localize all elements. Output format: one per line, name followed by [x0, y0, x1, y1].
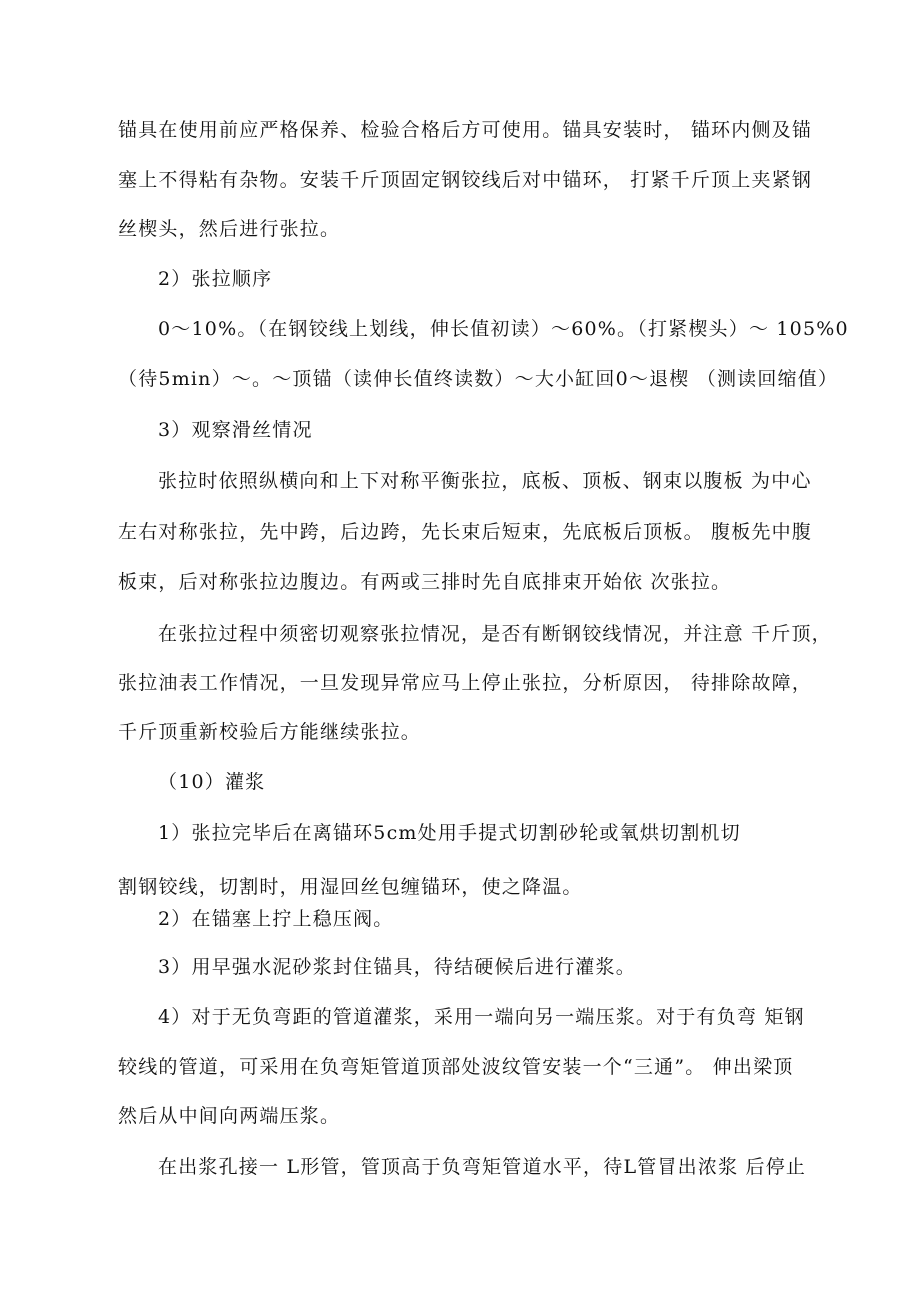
text-line: 丝楔头，然后进行张拉。 — [118, 218, 341, 240]
section-heading: 2）张拉顺序 — [158, 268, 273, 290]
text-line: 较线的管道，可采用在负弯矩管道顶部处波纹管安装一个“三通”。 伸出梁顶 — [118, 1056, 794, 1078]
text-line: 割钢铰线，切割时，用湿回丝包缠锚环，使之降温。 — [118, 876, 583, 898]
text-line: 张拉油表工作情况，一旦发现异常应马上停止张拉，分析原因， 待排除故障， — [118, 672, 813, 694]
text-line: 塞上不得粘有杂物。安装千斤顶固定钢铰线后对中锚环， 打紧千斤顶上夹紧钢 — [118, 169, 813, 191]
text-line: 千斤顶重新校验后方能继续张拉。 — [118, 721, 422, 743]
text-line: 1）张拉完毕后在离锚环5cm处用手提式切割砂轮或氧烘切割机切 — [158, 822, 741, 844]
section-heading: （10）灌浆 — [158, 771, 266, 793]
text-line: 在出浆孔接一 L形管，管顶高于负弯矩管道水平，待L管冒出浓浆 后停止 — [158, 1156, 807, 1178]
text-line: 0～10%。（在钢铰线上划线，伸长值初读）～60%。（打紧楔头）～ 105%0 — [158, 318, 849, 340]
text-line: 2）在锚塞上拧上稳压阀。 — [158, 908, 394, 930]
text-line: 张拉时依照纵横向和上下对称平衡张拉，底板、顶板、钢束以腹板 为中心 — [158, 470, 812, 492]
text-line: 4）对于无负弯距的管道灌浆，采用一端向另一端压浆。对于有负弯 矩钢 — [158, 1006, 805, 1028]
text-line: 在张拉过程中须密切观察张拉情况，是否有断钢铰线情况，并注意 千斤顶， — [158, 623, 832, 645]
text-line: 左右对称张拉，先中跨，后边跨，先长束后短束，先底板后顶板。 腹板先中腹 — [118, 521, 813, 543]
text-line: （待5min）～。～顶锚（读伸长值终读数）～大小缸回0～退楔 （测读回缩值） — [118, 368, 839, 390]
text-line: 板束，后对称张拉边腹边。有两或三排时先自底排束开始依 次张拉。 — [118, 571, 732, 593]
section-heading: 3）观察滑丝情况 — [158, 419, 313, 441]
text-line: 然后从中间向两端压浆。 — [118, 1105, 341, 1127]
text-line: 锚具在使用前应严格保养、检验合格后方可使用。锚具安装时， 锚环内侧及锚 — [118, 119, 813, 141]
text-line: 3）用早强水泥砂浆封住锚具，待结硬候后进行灌浆。 — [158, 956, 636, 978]
